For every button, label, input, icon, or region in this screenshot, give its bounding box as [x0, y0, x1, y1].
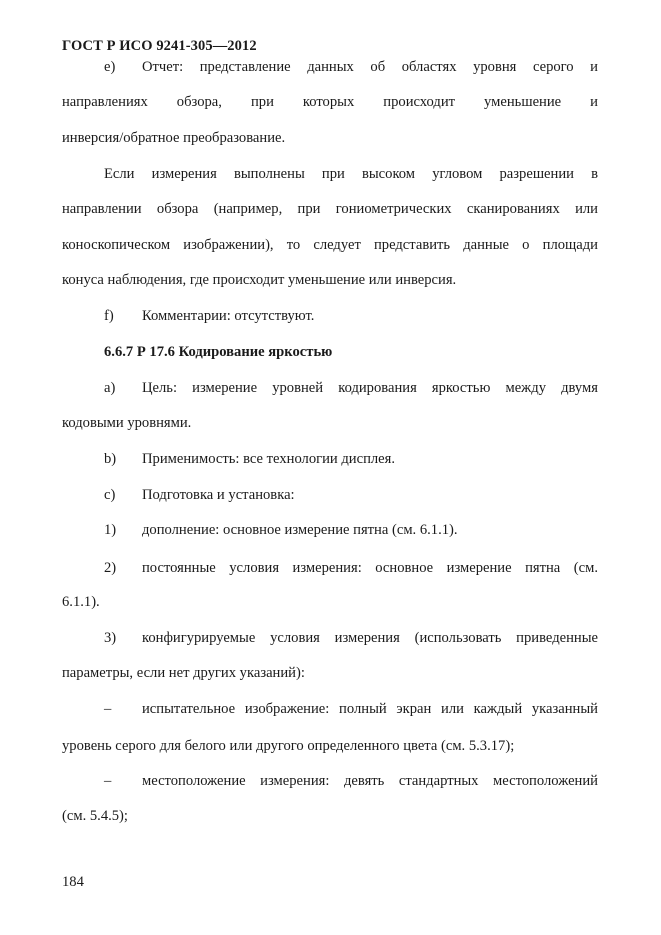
section-heading: 6.6.7 Р 17.6 Кодирование яркостью — [104, 344, 333, 360]
item-1-marker: 1) — [104, 522, 117, 538]
item-a-line-2: кодовыми уровнями. — [62, 415, 192, 431]
item-e-marker: е) — [104, 59, 116, 75]
dash-item-1-line-1: испытательное изображение: полный экран или каждый указанный — [142, 701, 598, 717]
item-e-line-2: направлениях обзора, при которых происходит уменьшение и — [62, 94, 598, 110]
page-number: 184 — [62, 874, 84, 890]
document-header: ГОСТ Р ИСО 9241-305—2012 — [62, 38, 257, 54]
item-f-marker: f) — [104, 308, 114, 324]
item-3-marker: 3) — [104, 630, 117, 646]
item-f-text: Комментарии: отсутствуют. — [142, 308, 315, 324]
paragraph-line-3: коноскопическом изображении), то следует представить данные о площади — [62, 237, 598, 253]
item-a-marker: а) — [104, 380, 116, 396]
item-3-line-1: конфигурируемые условия измерения (использовать приведенные — [142, 630, 598, 646]
item-b-marker: b) — [104, 451, 117, 467]
item-2-line-1: постоянные условия измерения: основное измерение пятна (см. — [142, 560, 598, 576]
item-e-line-1: Отчет: представление данных об областях уровня серого и — [142, 59, 598, 75]
item-e-line-3: инверсия/обратное преобразование. — [62, 130, 286, 146]
item-c-text: Подготовка и установка: — [142, 487, 295, 503]
dash-item-2-line-2: (см. 5.4.5); — [62, 808, 128, 824]
item-c-marker: c) — [104, 487, 116, 503]
item-b-text: Применимость: все технологии дисплея. — [142, 451, 396, 467]
dash-item-1-line-2: уровень серого для белого или другого определенного цвета (см. 5.3.17); — [62, 738, 515, 754]
paragraph-line-2: направлении обзора (например, при гониометрических сканированиях или — [62, 201, 598, 217]
item-a-line-1: Цель: измерение уровней кодирования яркостью между двумя — [142, 380, 598, 396]
dash-marker: – — [104, 701, 112, 717]
item-1-text: дополнение: основное измерение пятна (см. 6.1.1). — [142, 522, 458, 538]
dash-item-2-line-1: местоположение измерения: девять стандартных местоположений — [142, 773, 598, 789]
paragraph-line-4: конуса наблюдения, где происходит уменьшение или инверсия. — [62, 272, 457, 288]
paragraph-line-1: Если измерения выполнены при высоком угловом разрешении в — [104, 166, 598, 182]
item-2-line-2: 6.1.1). — [62, 594, 100, 610]
item-2-marker: 2) — [104, 560, 117, 576]
dash-marker: – — [104, 773, 112, 789]
item-3-line-2: параметры, если нет других указаний): — [62, 665, 305, 681]
